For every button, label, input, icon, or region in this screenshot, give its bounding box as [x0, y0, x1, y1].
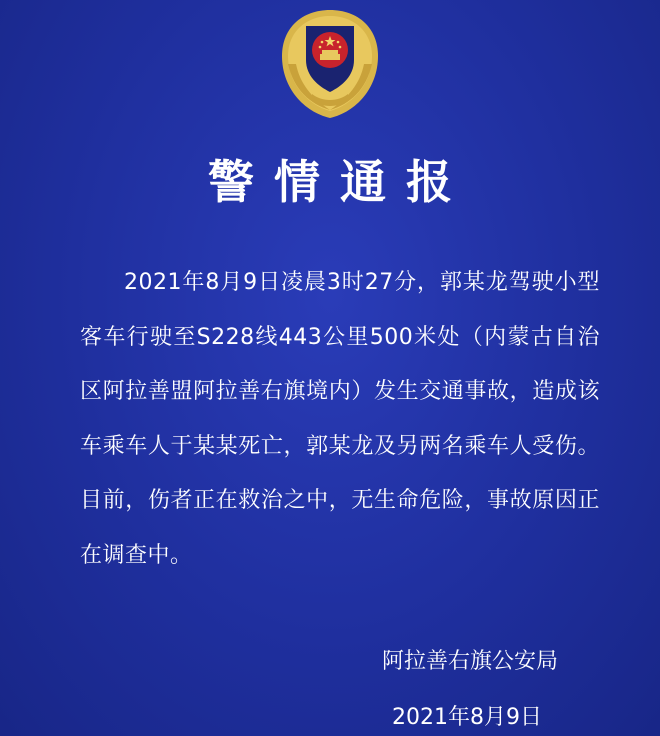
notice-body: 2021年8月9日凌晨3时27分，郭某龙驾驶小型客车行驶至S228线443公里500米处（内蒙古自治区阿拉善盟阿拉善右旗境内）发生交通事故，造成该车乘车人于某某死亡，郭某龙及另两名乘车人受伤。目前，伤者正在救治之中，无生命危险，事故原因正在调查中。: [80, 270, 600, 568]
issuer-name: 阿拉善右旗公安局: [381, 649, 558, 674]
police-emblem-icon: [272, 4, 388, 122]
issue-date: 2021年8月9日: [392, 705, 542, 730]
notice-title: 警情通报: [208, 155, 472, 209]
